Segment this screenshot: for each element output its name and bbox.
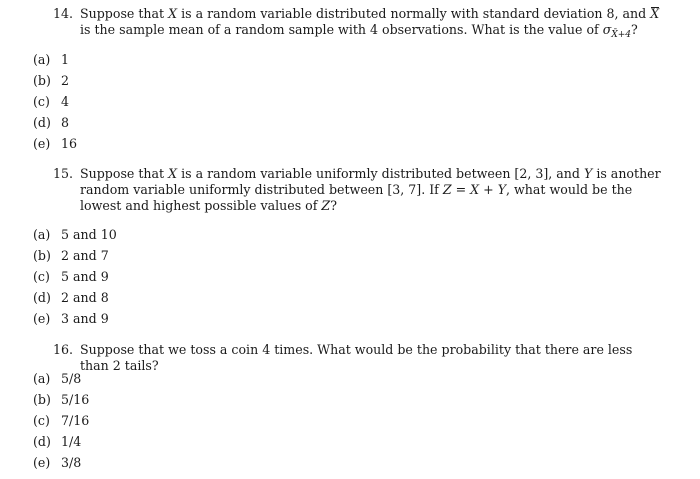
- question-text: Suppose that X is a random variable uniformly distributed between [2, 3], and Y is another random variable uniformly distributed between [3, 7]. If Z = X + Y, what would be the lowest and highest possible values of Z?: [80, 166, 661, 213]
- option-15-d: (d) 2 and 8: [33, 290, 109, 305]
- question-15-stem: [53, 166, 663, 214]
- option-16-c: (c) 7/16: [33, 413, 90, 428]
- question-text: Suppose that we toss a coin 4 times. What would be the probability that there are less than 2 tails?: [80, 342, 633, 373]
- option-15-e: (e) 3 and 9: [33, 311, 109, 326]
- question-14-stem: [53, 6, 663, 43]
- question-number: 14.: [53, 6, 74, 21]
- option-15-b: (b) 2 and 7: [33, 248, 109, 263]
- option-15-c: (c) 5 and 9: [33, 269, 109, 284]
- option-14-e: (e) 16: [33, 136, 78, 151]
- question-text: Suppose that X is a random variable distributed normally with standard deviation 8, and X is the sample mean of a random sample with 4 observations. What is the value of $\sigma_{X̄+4}$?: [80, 6, 660, 40]
- question-number: 15.: [53, 166, 74, 181]
- option-16-d: (d) 1/4: [33, 434, 82, 449]
- option-14-b: (b) 2: [33, 73, 70, 88]
- option-14-d: (d) 8: [33, 115, 70, 130]
- question-number: 16.: [53, 342, 74, 357]
- x-bar-symbol: X: [650, 6, 660, 21]
- option-16-a: (a) 5/8: [33, 371, 82, 386]
- question-16: [53, 342, 663, 374]
- option-16-e: (e) 3/8: [33, 455, 82, 470]
- option-14-c: (c) 4: [33, 94, 70, 109]
- option-15-a: (a) 5 and 10: [33, 227, 117, 242]
- question-14: [53, 6, 663, 43]
- question-16-stem: [53, 342, 663, 374]
- question-15: [53, 166, 663, 214]
- option-14-a: (a) 1: [33, 52, 70, 67]
- option-16-b: (b) 5/16: [33, 392, 90, 407]
